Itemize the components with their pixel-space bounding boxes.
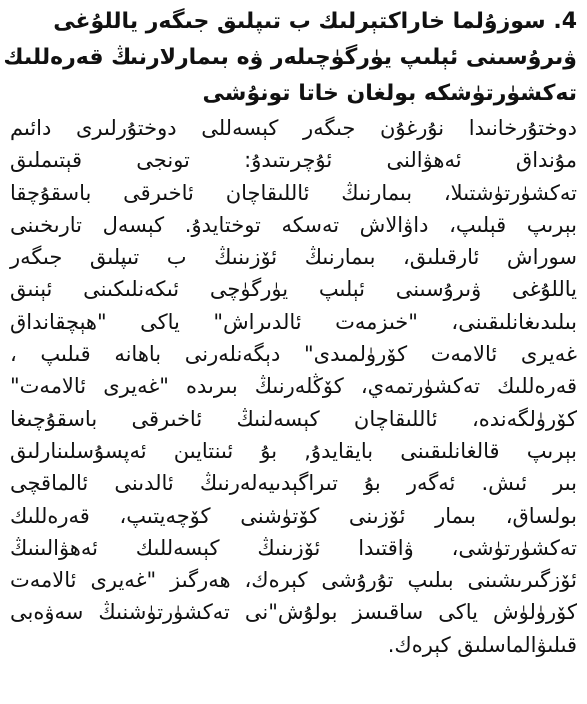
body-line: غەيرى ئالامەت كۆرۈلمىدى" دېگەنلەرنى باھانە قىلىپ ، (10, 342, 577, 367)
body-line: بولساق، بىمار ئۆزىنى كۆتۈشنى كۆچەيتىپ، قەرەللىك (10, 503, 577, 528)
body-line: بېرىپ قالغانلىقىنى بايقايدۇ, بۇ ئىنتايىن ئەپسۇسلىنارلىق (10, 438, 577, 463)
body-line: كۆرۈلۈش ياكى ساقىسز بولۇش"نى تەكشۈرتۈشنىڭ سەۋەبى (10, 600, 577, 625)
section-number: 4. (553, 9, 577, 34)
section-heading (3, 4, 577, 112)
body-line: ياللۇغى ۋىرۇسىنى ئېلىپ يۈرگۈچى ئىكەنلىكىنى ئېنىق (10, 277, 577, 302)
body-line: دوختۇرخانىدا نۇرغۇن جىگەر كېسەللى دوختۇرلىرى دائىم (10, 116, 577, 140)
heading-text: سوزۇلما خاراكتېرلىك ب تىپلىق جىگەر ياللۇغى (53, 9, 546, 34)
body-line: قەرەللىك تەكشۈرتمەي، كۆڭلەرنىڭ بىرىدە "غەيرى ئالامەت" (10, 374, 577, 399)
body-line: سوراش ئارقىلىق، بىمارنىڭ ئۆزىنىڭ ب تىپلىق جىگەر (10, 245, 577, 270)
body-line: مۇنداق ئەھۋالنى ئۇچرىتىدۇ: تونجى قېتىملىق (10, 148, 577, 173)
body-line: قىلىۋالماسلىق كېرەك. (387, 632, 577, 657)
body-line: تەكشۈرتۈشى، ۋاقتىدا ئۆزىنىڭ كېسەللىك ئەھۋالىنىڭ (10, 535, 577, 560)
body-line: بېرىپ قېلىپ، داۋالاش تەسكە توختايدۇ. كېسەل تارىخىنى (10, 212, 577, 237)
heading-line-3: تەكشۈرتۈشكە بولغان خاتا تونۇشى (202, 81, 577, 106)
heading-line-2: ۋىرۇسىنى ئېلىپ يۈرگۈچىلەر ۋە بىمارلارنىڭ قەرەللىك (3, 45, 577, 70)
body-line: بىلىدىغانلىقىنى، "خىزمەت ئالدىراش" ياكى "ھېچقانداق (10, 309, 577, 334)
body-line: ئۆزگىرىشىنى بىلىپ تۇرۇشى كېرەك، ھەرگىز "غەيرى ئالامەت (10, 568, 577, 593)
body-line: تەكشۈرتۈشتىلا، بىمارنىڭ ئاللىقاچان ئاخىرقى باسقۇچقا (10, 180, 577, 205)
body-paragraph (10, 112, 577, 661)
heading-line-1 (10, 4, 577, 40)
body-line: بىر ئىش. ئەگەر بۇ تىراگېدىيەلەرنىڭ ئالدىنى ئالماقچى (10, 471, 577, 496)
body-line: كۆرۈلگەندە، ئاللىقاچان كېسەلنىڭ ئاخىرقى باسقۇچىغا (10, 406, 577, 431)
